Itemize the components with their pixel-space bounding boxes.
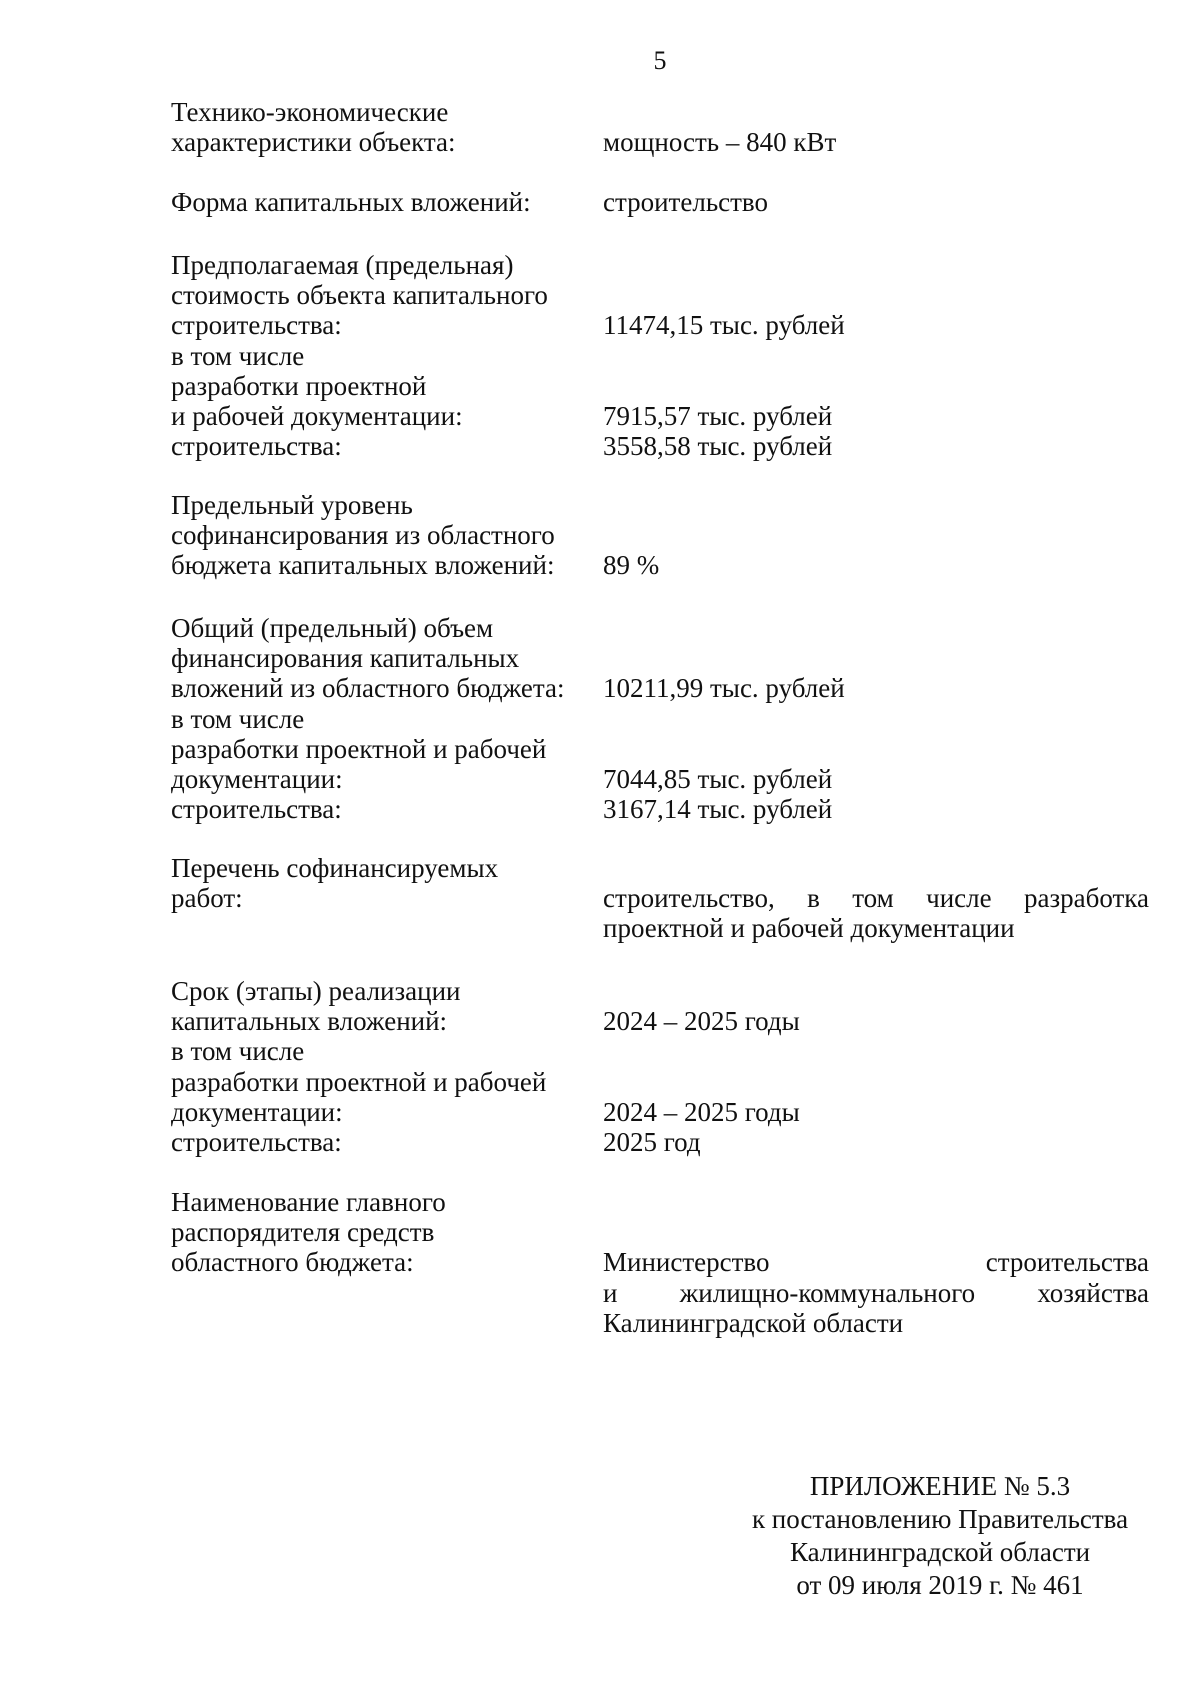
field-label-line: строительства:: [171, 1126, 342, 1157]
field-label-line: и рабочей документации:: [171, 400, 463, 431]
field-value: проектной и рабочей документации: [603, 913, 1015, 944]
field-label-line: Перечень софинансируемых: [171, 853, 499, 883]
field-label-line: строительства:: [171, 310, 342, 341]
field-label-line: документации:: [171, 1096, 343, 1127]
field-label-line: Предельный уровень: [171, 490, 413, 520]
field-label-line: финансирования капитальных: [171, 643, 520, 674]
field-label-line: софинансирования из областного: [171, 520, 555, 551]
field-label-line: в том числе: [171, 703, 305, 734]
field-label: [171, 1186, 601, 1277]
field-value: строительство: [603, 187, 768, 217]
field-label-line: Форма капитальных вложений:: [171, 187, 531, 217]
field-value: 10211,99 тыс. рублей: [603, 673, 845, 704]
field-value: Калининградской области: [603, 1307, 904, 1338]
field-value: 3558,58 тыс. рублей: [603, 431, 833, 462]
field-value: 2025 год: [603, 1127, 701, 1157]
field-value: 11474,15 тыс. рублей: [603, 310, 845, 341]
field-value: 2024 – 2025 годы: [603, 1096, 800, 1127]
field-label-line: характеристики объекта:: [171, 127, 456, 158]
field-label-line: Предполагаемая (предельная): [171, 250, 514, 280]
field-label: [171, 489, 601, 580]
field-value: и жилищно-коммунального хозяйства: [603, 1277, 1149, 1308]
field-label: [171, 186, 601, 216]
field-label-line: разработки проектной и рабочей: [171, 1066, 547, 1097]
field-label-line: в том числе: [171, 340, 305, 371]
appendix-line-3: от 09 июля 2019 г. № 461: [796, 1570, 1084, 1600]
appendix-title: ПРИЛОЖЕНИЕ № 5.3: [809, 1471, 1071, 1501]
field-value: 89 %: [603, 550, 660, 581]
appendix-block: [740, 1470, 1140, 1602]
field-label-line: капитальных вложений:: [171, 1006, 448, 1037]
field-value: 7044,85 тыс. рублей: [603, 764, 833, 794]
field-label-line: Общий (предельный) объем: [171, 613, 494, 643]
field-label: [171, 249, 601, 460]
field-label-line: стоимость объекта капитального: [171, 280, 548, 311]
field-label-line: областного бюджета:: [171, 1247, 414, 1278]
field-label: [171, 612, 601, 823]
field-label: [171, 852, 601, 912]
field-label-line: в том числе: [171, 1036, 305, 1067]
field-label-line: Срок (этапы) реализации: [171, 976, 461, 1006]
field-label-line: разработки проектной и рабочей: [171, 733, 547, 764]
field-value: строительство, в том числе разработка: [603, 883, 1149, 914]
field-label-line: вложений из областного бюджета:: [171, 673, 565, 704]
field-label-line: распорядителя средств: [171, 1217, 435, 1248]
field-value: 3167,14 тыс. рублей: [603, 794, 833, 825]
field-label-line: строительства:: [171, 794, 342, 825]
field-label-line: Технико-экономические: [171, 97, 449, 127]
field-value: 2024 – 2025 годы: [603, 1006, 800, 1037]
field-value: Министерство строительства: [603, 1247, 1149, 1278]
page-number: 5: [653, 46, 667, 75]
field-label-line: бюджета капитальных вложений:: [171, 550, 555, 581]
field-label: [171, 96, 601, 156]
field-value: мощность – 840 кВт: [603, 127, 837, 158]
field-label-line: строительства:: [171, 431, 342, 462]
field-value: 7915,57 тыс. рублей: [603, 401, 833, 431]
appendix-line-2: Калининградской области: [789, 1537, 1091, 1567]
field-label: [171, 975, 601, 1156]
appendix-line-1: к постановлению Правительства: [751, 1504, 1129, 1534]
field-label-line: документации:: [171, 763, 343, 794]
field-label-line: Наименование главного: [171, 1187, 446, 1217]
field-label-line: работ:: [171, 883, 243, 914]
field-label-line: разработки проектной: [171, 370, 427, 401]
